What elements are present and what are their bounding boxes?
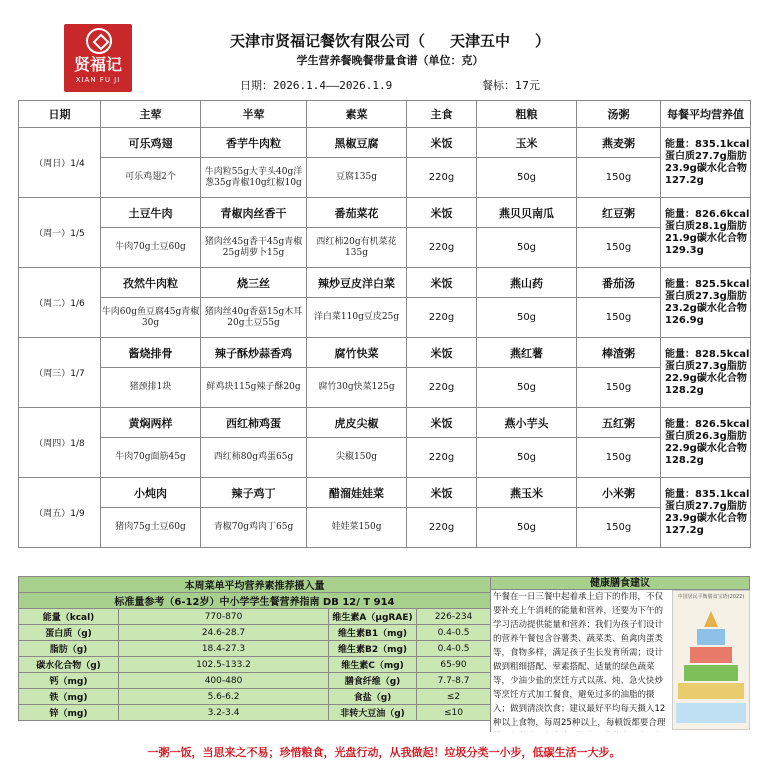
day-date: （周二）1/6 [19, 268, 101, 338]
company-close: ） [535, 32, 551, 50]
soup-qty: 150g [577, 508, 661, 548]
ingredient-row [19, 228, 751, 268]
main-dish: 酱烧排骨 [101, 338, 201, 368]
document-title [200, 30, 580, 51]
table-header-row [19, 101, 751, 128]
nutrition-standard-table [18, 576, 491, 721]
main-ingredients: 牛肉70g土豆60g [101, 228, 201, 268]
nutrient-label: 钙（mg) [19, 673, 119, 689]
document-subtitle: 学生营养餐晚餐带量食谱（单位：克） [296, 54, 484, 67]
nutrient-value: 400-480 [119, 673, 329, 689]
nutrient-value: ≤2 [417, 689, 491, 705]
standard-row [19, 657, 491, 673]
food-pyramid-image [672, 590, 750, 730]
grain-qty: 50g [477, 508, 577, 548]
veg-dish: 番茄菜花 [307, 198, 407, 228]
dish-row [19, 268, 751, 298]
pyramid-level-dairy-icon [697, 629, 725, 645]
nutrient-label: 铁（mg) [19, 689, 119, 705]
half-ingredients: 鲜鸡块115g辣子酥20g [201, 368, 307, 408]
ingredient-row [19, 438, 751, 478]
main-dish: 土豆牛肉 [101, 198, 201, 228]
ingredient-row [19, 368, 751, 408]
nutrition-value: 能量：828.5kcal 蛋白质27.3g脂肪22.9g碳水化合物128.2g [661, 338, 751, 408]
grain-qty: 50g [477, 368, 577, 408]
dish-row [19, 478, 751, 508]
nutrient-value: 65-90 [417, 657, 491, 673]
staple-dish: 米饭 [407, 268, 477, 298]
date-range: 日期：2026.1.4——2026.1.9 [240, 79, 393, 92]
nutrition-value: 能量：826.5kcal 蛋白质26.3g脂肪22.9g碳水化合物128.2g [661, 408, 751, 478]
nutrient-label: 维生素C（mg) [329, 657, 417, 673]
nutrient-value: 0.4-0.5 [417, 641, 491, 657]
col-nutrition: 每餐平均营养值 [661, 101, 751, 128]
pyramid-level-grain-icon [678, 683, 744, 699]
veg-dish: 醋溜娃娃菜 [307, 478, 407, 508]
main-ingredients: 猪肉75g土豆60g [101, 508, 201, 548]
footer-slogan: 一粥一饭，当思来之不易；珍惜粮食，光盘行动，从我做起！垃圾分类一小步，低碳生活一大步。 [147, 746, 621, 759]
nutrition-value: 能量：835.1kcal 蛋白质27.7g脂肪23.9g碳水化合物127.2g [661, 128, 751, 198]
staple-qty: 220g [407, 508, 477, 548]
ingredient-row [19, 298, 751, 338]
staple-dish: 米饭 [407, 478, 477, 508]
half-ingredients: 西红柿80g鸡蛋65g [201, 438, 307, 478]
ingredient-row [19, 508, 751, 548]
half-dish: 香芋牛肉粒 [201, 128, 307, 158]
veg-ingredients: 尖椒150g [307, 438, 407, 478]
half-dish: 辣子酥炒蒜香鸡 [201, 338, 307, 368]
standard-row [19, 689, 491, 705]
staple-qty: 220g [407, 158, 477, 198]
grain-qty: 50g [477, 298, 577, 338]
main-ingredients: 可乐鸡翅2个 [101, 158, 201, 198]
main-ingredients: 牛肉60g鱼豆腐45g青椒30g [101, 298, 201, 338]
main-dish: 可乐鸡翅 [101, 128, 201, 158]
menu-table [18, 100, 751, 548]
school-name: 天津五中 [449, 32, 510, 50]
nutrient-value: 24.6-28.7 [119, 625, 329, 641]
pyramid-level-meat-icon [690, 647, 732, 663]
half-ingredients: 猪肉丝45g香干45g青椒25g胡萝卜15g [201, 228, 307, 268]
nutrient-value: 7.7-8.7 [417, 673, 491, 689]
soup-dish: 燕麦粥 [577, 128, 661, 158]
soup-dish: 番茄汤 [577, 268, 661, 298]
dish-row [19, 338, 751, 368]
logo-seal-icon [86, 28, 112, 54]
nutrient-label: 脂肪（g) [19, 641, 119, 657]
soup-qty: 150g [577, 158, 661, 198]
nutrient-value: 0.4-0.5 [417, 625, 491, 641]
standard-row [19, 625, 491, 641]
veg-ingredients: 娃娃菜150g [307, 508, 407, 548]
col-soup: 汤粥 [577, 101, 661, 128]
soup-qty: 150g [577, 368, 661, 408]
nutrient-value: 5.6-6.2 [119, 689, 329, 705]
staple-qty: 220g [407, 298, 477, 338]
nutrient-value: 102.5-133.2 [119, 657, 329, 673]
nutrient-label: 能量（kcal) [19, 609, 119, 625]
pyramid-water-icon [676, 703, 746, 723]
nutrient-value: 770-870 [119, 609, 329, 625]
soup-dish: 小米粥 [577, 478, 661, 508]
main-dish: 黄焖两样 [101, 408, 201, 438]
half-ingredients: 猪肉丝40g香菇15g木耳20g土豆55g [201, 298, 307, 338]
standard-row [19, 705, 491, 721]
grain-dish: 燕玉米 [477, 478, 577, 508]
day-date: （周四）1/8 [19, 408, 101, 478]
nutrient-label: 维生素B1（mg) [329, 625, 417, 641]
grain-dish: 玉米 [477, 128, 577, 158]
soup-qty: 150g [577, 438, 661, 478]
soup-qty: 150g [577, 298, 661, 338]
veg-dish: 辣炒豆皮洋白菜 [307, 268, 407, 298]
dish-row [19, 128, 751, 158]
half-dish: 西红柿鸡蛋 [201, 408, 307, 438]
grain-dish: 燕小芋头 [477, 408, 577, 438]
half-dish: 烧三丝 [201, 268, 307, 298]
company-name: 天津市贤福记餐饮有限公司（ [229, 32, 425, 50]
nutrition-value: 能量：826.6kcal 蛋白质28.1g脂肪21.9g碳水化合物129.3g [661, 198, 751, 268]
veg-dish: 黑椒豆腐 [307, 128, 407, 158]
col-half: 半荤 [201, 101, 307, 128]
grain-dish: 燕山药 [477, 268, 577, 298]
advice-text: 午餐在一日三餐中起着承上启下的作用，不仅要补充上午消耗的能量和营养，还要为下午的学习活动提供能量和营养；我们为孩子们设计的营养午餐包含谷薯类、蔬菜类、鱼禽肉蛋类等，食物多样，满足孩子生长发育所需；设计做到粗细搭配、荤素搭配、适量的绿色蔬菜等，少油少盐的烹饪方式以蒸、炖、急火快炒等烹饪方式加工餐食，避免过多的油脂的摄入；做到清淡饮食；建议最好平均每天摄入12种以上食物，每周25种以上，每顿饭都要合理 [490, 590, 670, 732]
day-date: （周一）1/5 [19, 198, 101, 268]
nutrient-label: 维生素B2（mg) [329, 641, 417, 657]
day-date: （周五）1/9 [19, 478, 101, 548]
main-dish: 孜然牛肉粒 [101, 268, 201, 298]
pyramid-level-veg-icon [684, 665, 738, 681]
grain-qty: 50g [477, 158, 577, 198]
nutrition-value: 能量：825.5kcal 蛋白质27.3g脂肪23.2g碳水化合物126.9g [661, 268, 751, 338]
main-dish: 小炖肉 [101, 478, 201, 508]
soup-dish: 红豆粥 [577, 198, 661, 228]
main-ingredients: 猪颈排1块 [101, 368, 201, 408]
soup-dish: 五红粥 [577, 408, 661, 438]
nutrient-label: 锌（mg) [19, 705, 119, 721]
nutrient-label: 食盐（g) [329, 689, 417, 705]
staple-dish: 米饭 [407, 338, 477, 368]
veg-ingredients: 洋白菜110g豆皮25g [307, 298, 407, 338]
company-logo [64, 24, 132, 92]
standard-reference: 标准量参考（6-12岁）中小学学生餐营养指南 DB 12/ T 914 [19, 593, 491, 609]
main-ingredients: 牛肉70g面筋45g [101, 438, 201, 478]
half-ingredients: 牛肉粒55g大芋头40g洋葱35g青椒10g红椒10g [201, 158, 307, 198]
nutrient-label: 蛋白质（g) [19, 625, 119, 641]
nutrient-label: 碳水化合物（g) [19, 657, 119, 673]
staple-qty: 220g [407, 438, 477, 478]
staple-qty: 220g [407, 228, 477, 268]
nutrient-label: 非转大豆油（g) [329, 705, 417, 721]
half-ingredients: 青椒70g鸡肉丁65g [201, 508, 307, 548]
standard-row [19, 673, 491, 689]
nutrient-value: 226-234 [417, 609, 491, 625]
nutrient-value: ≤10 [417, 705, 491, 721]
staple-qty: 220g [407, 368, 477, 408]
col-veg: 素菜 [307, 101, 407, 128]
nutrient-label: 膳食纤维（g) [329, 673, 417, 689]
col-grain: 粗粮 [477, 101, 577, 128]
meal-price: 餐标：17元 [482, 79, 540, 92]
col-date: 日期 [19, 101, 101, 128]
half-dish: 青椒肉丝香干 [201, 198, 307, 228]
advice-title: 健康膳食建议 [490, 576, 750, 590]
veg-ingredients: 豆腐135g [307, 158, 407, 198]
logo-brand-text: 贤福记 [73, 55, 122, 74]
staple-dish: 米饭 [407, 408, 477, 438]
soup-qty: 150g [577, 228, 661, 268]
veg-ingredients: 腐竹30g快菜125g [307, 368, 407, 408]
ingredient-row [19, 158, 751, 198]
grain-dish: 燕贝贝南瓜 [477, 198, 577, 228]
veg-dish: 腐竹快菜 [307, 338, 407, 368]
staple-dish: 米饭 [407, 198, 477, 228]
pyramid-title: 中国居民平衡膳食宝塔(2022) [677, 594, 745, 600]
day-date: （周日）1/4 [19, 128, 101, 198]
veg-ingredients: 西红柿20g有机菜花135g [307, 228, 407, 268]
standard-row [19, 641, 491, 657]
dish-row [19, 198, 751, 228]
soup-dish: 棒渣粥 [577, 338, 661, 368]
nutrient-value: 18.4-27.3 [119, 641, 329, 657]
nutrition-value: 能量：835.1kcal 蛋白质27.7g脂肪23.9g碳水化合物127.2g [661, 478, 751, 548]
logo-sub-text: XIAN FU JI [75, 76, 121, 84]
staple-dish: 米饭 [407, 128, 477, 158]
day-date: （周三）1/7 [19, 338, 101, 408]
grain-qty: 50g [477, 438, 577, 478]
veg-dish: 虎皮尖椒 [307, 408, 407, 438]
dish-row [19, 408, 751, 438]
standard-title: 本周菜单平均营养素推荐摄入量 [19, 577, 491, 593]
grain-qty: 50g [477, 228, 577, 268]
nutrient-value: 3.2-3.4 [119, 705, 329, 721]
grain-dish: 燕红薯 [477, 338, 577, 368]
col-main: 主荤 [101, 101, 201, 128]
pyramid-level-oil-icon [704, 611, 718, 627]
half-dish: 辣子鸡丁 [201, 478, 307, 508]
col-staple: 主食 [407, 101, 477, 128]
standard-row [19, 609, 491, 625]
nutrient-label: 维生素A（μgRAE) [329, 609, 417, 625]
